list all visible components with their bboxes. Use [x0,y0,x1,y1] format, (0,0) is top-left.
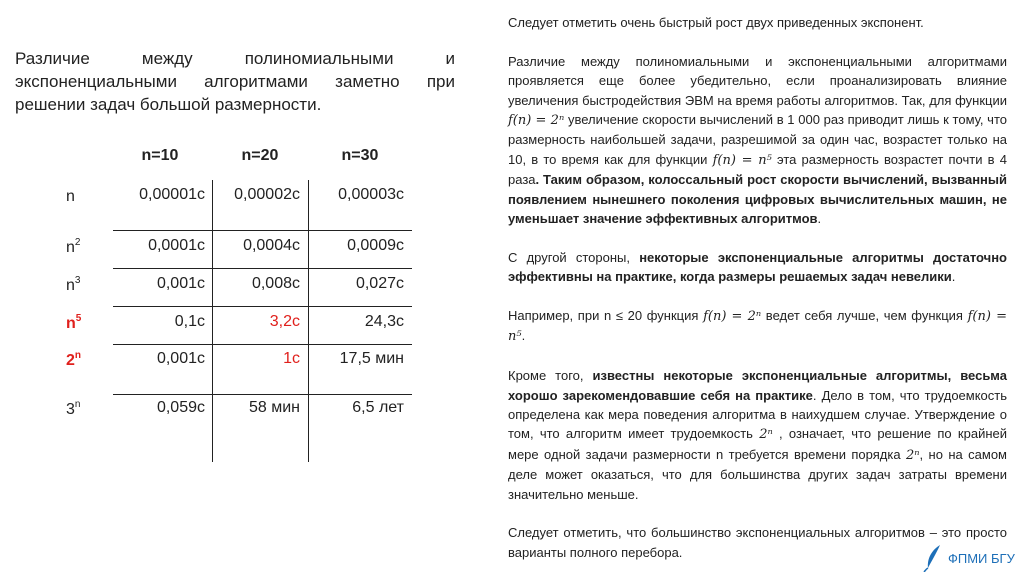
row-label-exponent: n [74,350,82,361]
bold-text: некоторые экспоненциальные алгоритмы достаточно эффективны на практике, когда размеры решаемых задач невелики [508,249,1007,285]
row-label-exponent: n [74,399,81,410]
row-label-base: 3 [66,401,75,418]
table-divider [113,230,412,231]
bold-text: известны некоторые экспоненциальные алгоритмы, весьма хорошо зарекомендовавшие себя на практике [508,368,1007,403]
table-cell: 0,0009с [347,237,404,254]
row-label-base: 2 [66,352,75,369]
text-segment: С другой стороны, [508,249,640,265]
table-divider [113,344,412,345]
header-n20: n=20 [241,147,279,164]
table-cell: 0,00002с [234,186,300,203]
text-segment: Следует отметить очень быстрый рост двух приведенных экспонент. [508,15,924,30]
paragraph [508,52,1007,229]
text-segment: Кроме того, [508,368,593,384]
table-cell: 6,5 лет [352,399,404,416]
table-cell: 0,1с [174,313,205,330]
table-cell: 0,027с [355,275,404,292]
paragraph [508,13,1007,32]
row-label [66,313,81,333]
text-segment: . [817,211,822,227]
paragraph [508,366,1007,504]
bold-text: . Таким образом, колоссальный рост скорости вычислений, вызванный появлением нынешнего поколения цифровых вычислительных машин, не уменьшает значение эффективных алгоритмов [508,172,1007,227]
paragraph [508,306,1007,347]
lead-text: Различие между полиномиальными и экспоненциальными алгоритмами заметно при решении задач большой размерности. [15,49,455,114]
header-n10: n=10 [141,147,179,164]
row-label [66,399,80,419]
math-formula: f(n) = n⁵ [508,309,1007,345]
table-cell: 0,008с [251,275,300,292]
math-formula: 2ⁿ [759,427,773,443]
text-segment: , но на самом деле может оказаться, что для большинства других задач затраты времени значительно меньше. [508,446,1007,502]
row-label [66,275,80,295]
text-segment: . [521,328,526,344]
feather-icon [922,544,944,572]
math-formula: f(n) = 2ⁿ [508,113,565,129]
table-cell: 0,0001с [148,237,205,254]
table-divider [113,394,412,395]
row-label-exponent: 2 [74,237,81,248]
text-segment: Следует отметить, что большинство экспоненциальных алгоритмов – это просто варианты полного перебора. [508,525,1007,560]
logo-text: ФПМИ БГУ [948,550,1015,566]
text-segment: Например, при n ≤ 20 функция [508,308,704,324]
table-cell: 1с [283,350,300,367]
text-segment: . Дело в том, что трудоемкость определена как мера поведения алгоритма в наихудшем случае. Утверждение о том, что алгоритм имеет трудоемкость [508,387,1008,442]
header-n30: n=30 [341,147,379,164]
row-label-base: n [66,315,76,332]
table-divider [113,268,412,269]
table-divider [308,180,309,462]
body-text [508,13,1007,582]
math-formula: 2ⁿ [905,447,920,463]
table-cell: 58 мин [248,399,300,416]
math-formula: f(n) = n⁵ [712,152,772,168]
row-label-base: n [66,277,75,294]
row-label-base: n [66,239,75,256]
math-formula: f(n) = 2ⁿ [703,309,762,325]
row-label-exponent: 3 [74,275,81,286]
text-segment: ведет себя лучше, чем функция [761,308,968,324]
text-segment: Различие между полиномиальными и экспоненциальными алгоритмами проявляется еще более убедительно, если проанализировать влияние увеличения быстродействия ЭВМ на время работы алгоритмов. Так, для функции [508,53,1007,108]
row-label-base: n [66,188,75,205]
table-cell: 17,5 мин [339,350,404,367]
table-cell: 0,001с [156,350,205,367]
table-cell: 24,3с [364,313,404,330]
text-segment: увеличение скорости вычислений в 1 000 раз приводит лишь к тому, что размерность наибольшей задачи, разрешимой за один час, возрастет только на 10, в то время как для функции [508,112,1007,167]
row-label [66,186,75,206]
text-segment: эта размерность возрастет почти в 4 раза [508,151,1007,188]
table-cell: 0,001с [156,275,205,292]
table-cell: 3,2с [269,313,300,330]
table-divider [113,306,412,307]
table-cell: 0,00001с [139,186,205,203]
table-cell: 0,0004с [243,237,300,254]
logo [922,544,1015,572]
table-cell: 0,00003с [338,186,404,203]
row-label [66,350,81,370]
text-segment: , означает, что решение по крайней мере одной задачи размерности n требуется времени порядка [508,426,1007,462]
row-label-exponent: 5 [75,313,82,324]
table-cell: 0,059с [156,399,205,416]
paragraph [508,248,1007,287]
row-label [66,237,80,257]
text-segment: . [951,269,956,285]
